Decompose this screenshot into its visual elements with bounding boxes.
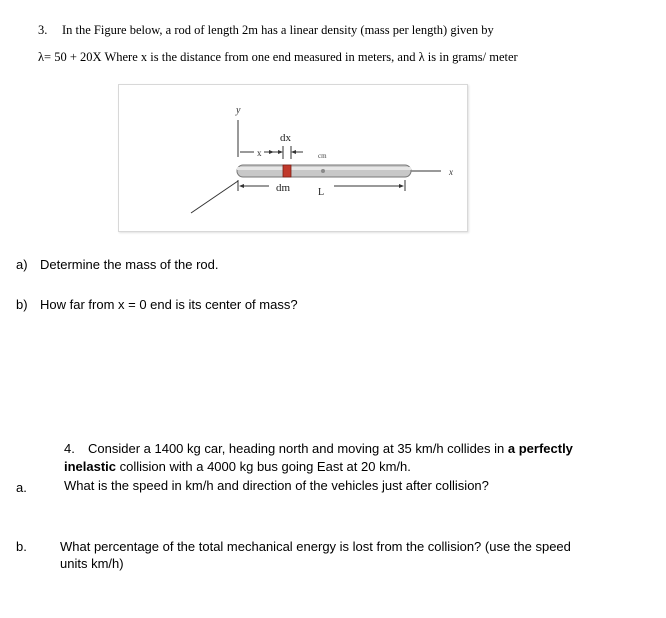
x-dimension-label: x <box>257 148 262 158</box>
dx-label: dx <box>280 132 291 144</box>
q4-marker-b: b. <box>16 539 27 554</box>
y-axis-label: y <box>236 105 241 116</box>
cm-dot <box>321 169 325 173</box>
q4-line-2: inelastic collision with a 4000 kg bus going East at 20 km/h. <box>64 459 411 474</box>
part-b-marker: b) <box>16 297 28 312</box>
cm-label: cm <box>318 152 327 160</box>
q4-line-1: Consider a 1400 kg car, heading north and moving at 35 km/h collides in a perfectly <box>88 441 573 456</box>
rod-diagram <box>119 85 467 231</box>
part-b-text: How far from x = 0 end is its center of mass? <box>40 297 298 312</box>
q4-b-line-2: units km/h) <box>60 556 124 571</box>
z-axis <box>191 181 238 213</box>
q3-line-1: In the Figure below, a rod of length 2m has a linear density (mass per length) given by <box>62 23 494 37</box>
mass-element-dm <box>283 165 291 177</box>
part-a-text: Determine the mass of the rod. <box>40 257 219 272</box>
q4-b-line-1: What percentage of the total mechanical energy is lost from the collision? (use the speed <box>60 539 571 554</box>
L-label: L <box>318 187 325 198</box>
dm-label: dm <box>276 182 291 194</box>
q4-line-3: What is the speed in km/h and direction of the vehicles just after collision? <box>64 478 489 493</box>
x-axis-label: x <box>449 167 453 177</box>
q3-number: 3. <box>38 23 48 37</box>
q4-marker-a: a. <box>16 480 27 495</box>
part-a-marker: a) <box>16 257 28 272</box>
rod-figure <box>118 84 468 232</box>
q3-line-2: λ= 50 + 20X Where x is the distance from one end measured in meters, and λ is in grams/ meter <box>38 50 518 64</box>
q4-number: 4. <box>64 441 75 456</box>
